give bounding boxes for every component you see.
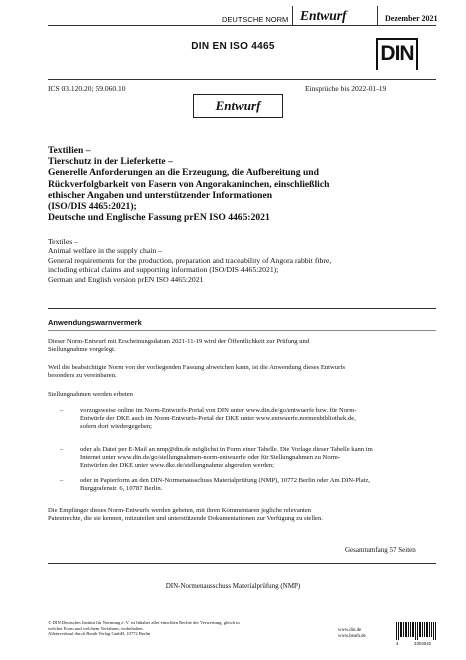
- text-line: Patentrechte, die sie kennen, mitzuteilen und unterstützende Dokumentationen zur Verfügung zu stellen.: [48, 515, 323, 523]
- text-line: Burggrafenstr. 6, 10787 Berlin.: [80, 485, 163, 493]
- text-line: sofern dort wiedergegeben;: [80, 423, 153, 431]
- title-en-line: Textiles –: [48, 237, 78, 246]
- barcode: [396, 622, 436, 640]
- committee-name: DIN-Normenausschuss Materialprüfung (NMP): [165, 582, 301, 590]
- text-line: Weil die beabsichtigte Norm von der vorliegenden Fassung abweichen kann, ist die Anwendung dieses Entwurfs: [48, 364, 346, 371]
- title-rule: [48, 308, 436, 309]
- bullet-item: [80, 477, 440, 493]
- footer-links: [338, 628, 366, 640]
- bullet-dash: –: [60, 477, 64, 484]
- text-line: besonders zu vereinbaren.: [48, 372, 117, 380]
- bullet-dash: –: [60, 407, 64, 414]
- text-line: oder in Papierform an den DIN-Normenausschuss Materialprüfung (NMP), 10772 Berlin oder Am DIN-Platz,: [80, 477, 371, 484]
- warning-rule: [48, 330, 436, 331]
- warning-paragraph-1: [48, 338, 436, 354]
- title-german: [48, 145, 438, 223]
- title-en-line: General requirements for the production, preparation and traceability of Angora rabbit fibre,: [48, 255, 332, 265]
- barcode-number: 3304042: [414, 641, 432, 646]
- text-line: Alleinverkauf durch Beuth Verlag GmbH, 10772 Berlin: [48, 631, 151, 637]
- text-line: www.beuth.de: [338, 634, 366, 640]
- header-norm-label: DEUTSCHE NORM: [222, 15, 289, 24]
- header-status: Entwurf: [300, 8, 347, 23]
- barcode-prefix: 4: [396, 641, 399, 646]
- warning-heading: Anwendungswarnvermerk: [48, 318, 142, 327]
- title-de-line: ethischer Angaben und unterstützender Informationen: [48, 189, 273, 201]
- title-en-line: including ethical claims and supporting information (ISO/DIS 4465:2021);: [48, 265, 279, 275]
- bullet-item: [80, 407, 440, 432]
- objection-deadline: Einsprüche bis 2022-01-19: [305, 84, 387, 93]
- top-block-rule: [48, 79, 436, 80]
- text-line: vorzugsweise online im Norm-Entwurfs-Portal von DIN unter www.din.de/go/entwuerfe bzw. für Norm-: [80, 407, 357, 414]
- title-de-line: (ISO/DIS 4465:2021);: [48, 201, 137, 213]
- document-number: DIN EN ISO 4465: [191, 41, 275, 52]
- text-line: welcher Form und welchem Verfahren, vorbehalten.: [48, 625, 144, 631]
- title-de-line: Textilien –: [48, 145, 91, 156]
- title-de-line: Rückverfolgbarkeit von Fasern von Angorakaninchen, einschließlich: [48, 178, 330, 190]
- header-divider: [292, 6, 293, 25]
- title-de-line: Tierschutz in der Lieferkette –: [48, 156, 173, 168]
- title-de-line: Deutsche und Englische Fassung prEN ISO 4465:2021: [48, 212, 270, 224]
- title-english: [48, 237, 438, 284]
- warning-paragraph-4: [48, 507, 436, 523]
- warning-paragraph-2: [48, 364, 436, 380]
- din-logo: DIN: [376, 38, 418, 70]
- text-line: www.din.de: [338, 628, 362, 633]
- header-divider: [377, 6, 378, 25]
- copyright-notice: [48, 620, 318, 637]
- warning-paragraph-3: Stellungnahmen werden erbeten: [48, 391, 133, 398]
- ics-codes: ICS 03.120.20; 59.060.10: [48, 84, 126, 93]
- text-line: Entwürfen der DKE unter www.dke.de/stellungnahme abgerufen werden;: [80, 462, 275, 470]
- title-de-line: Generelle Anforderungen an die Erzeugung, die Aufbereitung und: [48, 167, 319, 179]
- text-line: Dieser Norm-Entwurf mit Erscheinungsdatum 2021-11-19 wird der Öffentlichkeit zur Prüfung und: [48, 338, 310, 345]
- bullet-dash: –: [60, 446, 64, 453]
- title-en-line: German and English version prEN ISO 4465:2021: [48, 274, 204, 284]
- total-pages: Gesamtumfang 57 Seiten: [345, 546, 416, 554]
- text-line: © DIN Deutsches Institut für Normung e. V. ist Inhaber aller einschlen Rechte der Verwertung, gleich in: [48, 620, 240, 625]
- header-date: Dezember 2021: [385, 14, 438, 23]
- text-line: Die Empfänger dieses Norm-Entwurfs werden gebeten, mit ihren Kommentaren jegliche relevanten: [48, 507, 312, 514]
- text-line: Internet unter www.din.de/go/stellungnahmen-norm-entwuerfe oder für Stellungnahmen zu Norm-: [80, 454, 341, 462]
- draft-label-box: Entwurf: [193, 94, 283, 118]
- header-rule: [48, 25, 436, 26]
- bullet-item: [80, 446, 440, 471]
- body-end-rule: [48, 563, 436, 564]
- text-line: Entwürfe der DKE auch im Norm-Entwurfs-Portal der DKE unter www.entwuerfe.normenbibliothek.de,: [80, 415, 356, 423]
- title-en-line: Animal welfare in the supply chain –: [48, 246, 162, 256]
- text-line: Stellungnahme vorgelegt.: [48, 346, 116, 354]
- text-line: oder als Datei per E-Mail an nmp@din.de möglichst in Form einer Tabelle. Die Vorlage dieser Tabelle kann im: [80, 446, 373, 453]
